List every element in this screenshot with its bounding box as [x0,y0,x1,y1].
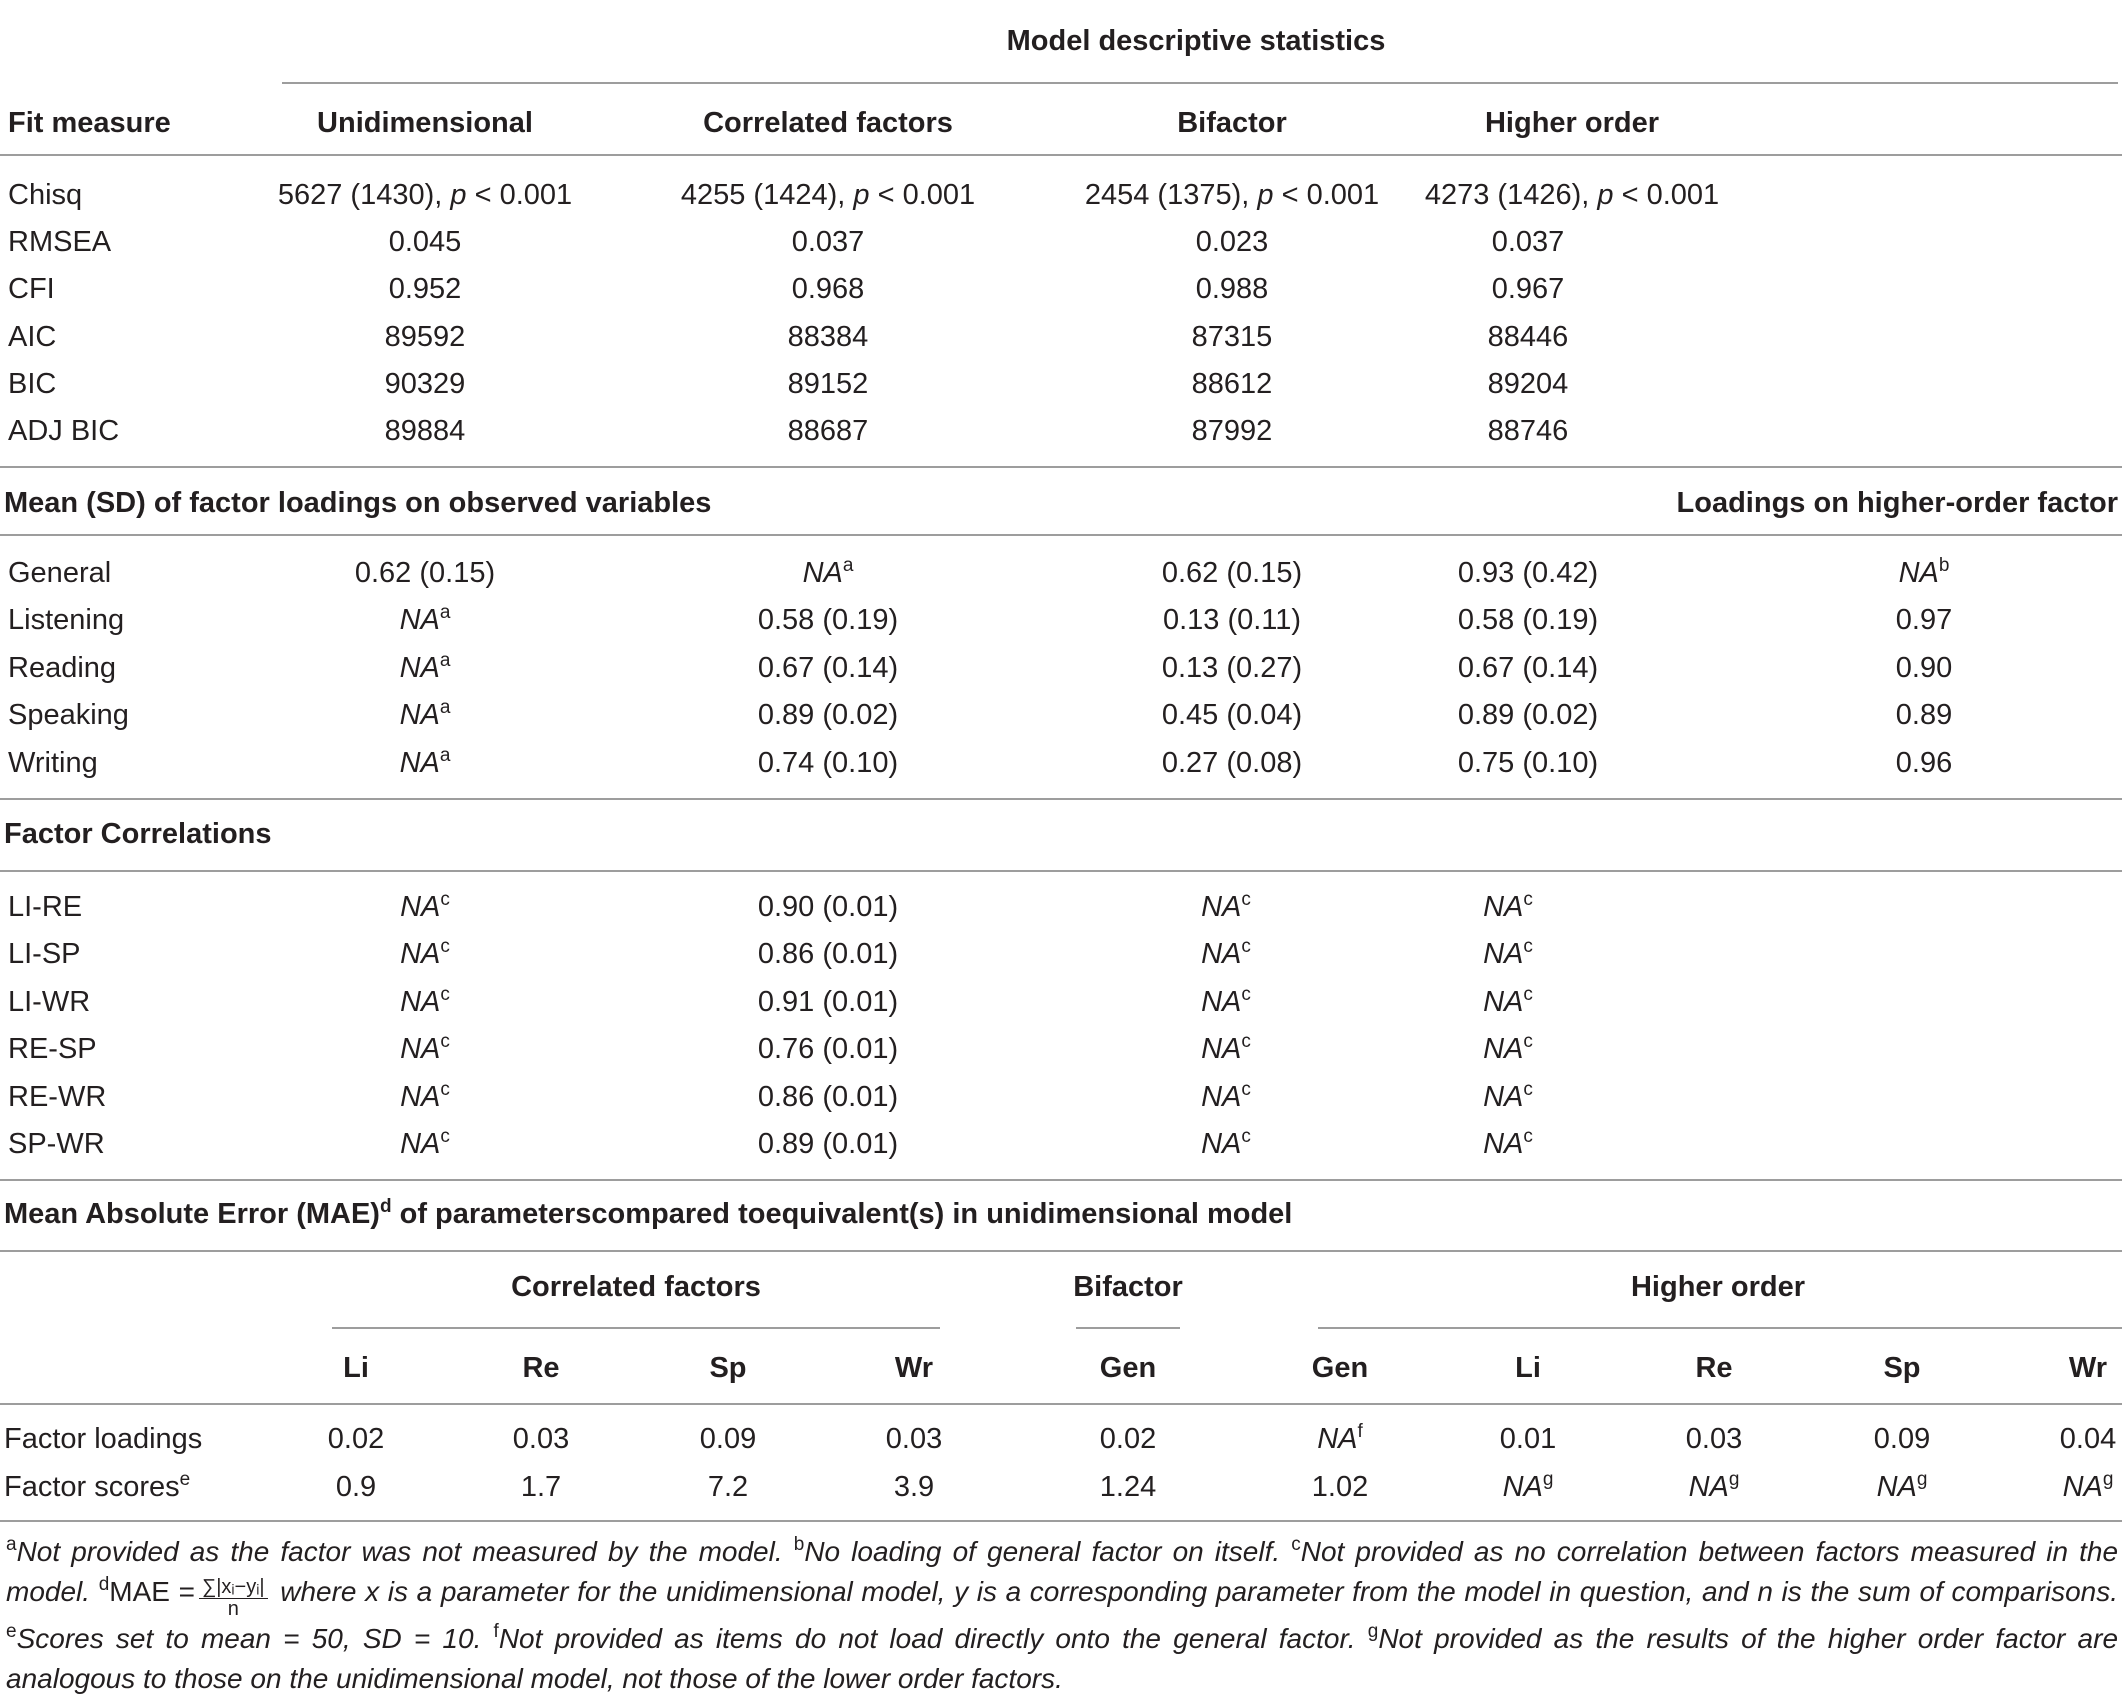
section-rule-6 [0,1250,2122,1252]
fit-cell: 88446 [1487,321,1569,353]
fit-cell: 0.037 [1491,226,1565,258]
correlation-cell: $NA^c$ [1483,1079,1533,1113]
na-value: NA [1483,1128,1524,1160]
fit-cell: 0.037 [791,226,865,258]
section-rule-7 [0,1403,2122,1405]
correlation-cell: $NA^c$ [1483,984,1533,1018]
correlation-cell: $NA^c$ [400,936,450,970]
na-value: NA [1201,938,1242,970]
mae-cell: 0.04 [2059,1423,2117,1455]
loading-cell: $NA^a$ [399,650,451,684]
loading-row-label: Speaking [8,699,129,731]
correlation-cell: $NA^c$ [1201,984,1251,1018]
loading-cell: 0.97 [1895,604,1953,636]
fit-cell: 88384 [787,321,869,353]
loading-cell: 0.90 [1895,652,1953,684]
mae-cell: 0.9 [335,1471,377,1503]
loading-cell: $NA^a$ [399,697,451,731]
mae-group-rule-correlated [332,1327,940,1329]
loading-cell: 0.96 [1895,747,1953,779]
model-header-correlated: Correlated factors [703,107,953,139]
correlation-cell: 0.76 (0.01) [757,1033,899,1065]
loading-cell: 0.93 (0.42) [1457,557,1599,589]
mae-row-label: Factor loadings [4,1423,203,1455]
fit-cell: 87992 [1191,415,1273,447]
mae-cell: 0.09 [699,1423,757,1455]
correlation-cell: $NA^c$ [400,889,450,923]
loading-row-label: Writing [8,747,98,779]
correlation-cell: $NA^c$ [1483,936,1533,970]
correlation-cell: 0.91 (0.01) [757,986,899,1018]
mae-cell: 0.02 [327,1423,385,1455]
loadings-higher-order-title: Loadings on higher-order factor [1676,487,2118,519]
na-value: NA [399,699,440,731]
section-rule-4 [0,870,2122,872]
fit-cell: 89204 [1487,368,1569,400]
section-rule-2 [0,534,2122,536]
model-header-higher-order: Higher order [1484,107,1660,139]
loading-row-label: General [8,557,112,589]
mae-cell: $NA^g$ [2062,1469,2114,1503]
loading-cell: 0.58 (0.19) [1457,604,1599,636]
mae-group-correlated: Correlated factors [511,1271,761,1303]
mae-cell: $NA^g$ [1502,1469,1554,1503]
correlation-cell: $NA^c$ [1201,889,1251,923]
fit-cell: 89884 [384,415,466,447]
fit-cell: 87315 [1191,321,1273,353]
mae-cell: 0.03 [1685,1423,1743,1455]
fit-cell: 0.952 [388,273,462,305]
correlation-row-label: LI-WR [8,986,91,1018]
correlation-cell: $NA^c$ [1201,1126,1251,1160]
loading-cell: 0.89 (0.02) [757,699,899,731]
correlation-cell: $NA^c$ [400,1079,450,1113]
mae-cell: 1.24 [1099,1471,1157,1503]
mae-column-header: Wr [2068,1352,2108,1384]
fit-cell: 88612 [1191,368,1273,400]
correlation-cell: $NA^c$ [1201,936,1251,970]
mae-formula-fraction: $\frac{\text{∑|xᵢ−yᵢ|}}{n}$ [199,1576,268,1619]
mae-cell: 0.01 [1499,1423,1557,1455]
loading-cell: 0.45 (0.04) [1161,699,1303,731]
correlation-cell: $NA^c$ [400,984,450,1018]
na-value: NA [1876,1471,1917,1503]
fit-cell: 4273 (1426), p < 0.001 [1424,179,1720,211]
fit-cell: 89592 [384,321,466,353]
loading-cell: 0.89 (0.02) [1457,699,1599,731]
fit-cell: 89152 [787,368,869,400]
correlation-row-label: LI-SP [8,938,81,970]
correlation-row-label: LI-RE [8,891,83,923]
correlation-cell: 0.86 (0.01) [757,1081,899,1113]
na-value: NA [1201,986,1242,1018]
fit-row-label: Chisq [8,179,83,211]
fit-cell: 88687 [787,415,869,447]
correlation-row-label: RE-WR [8,1081,107,1113]
table-group-title: Model descriptive statistics [1006,25,1386,57]
loading-cell: 0.67 (0.14) [1457,652,1599,684]
mae-column-header: Re [522,1352,560,1384]
correlation-cell: $NA^c$ [1483,889,1533,923]
na-value: NA [1201,891,1242,923]
na-value: NA [399,747,440,779]
na-value: NA [400,1033,441,1065]
fit-cell: 0.023 [1195,226,1269,258]
model-header-unidimensional: Unidimensional [317,107,533,139]
mae-column-header: Gen [1311,1352,1369,1384]
loading-cell: 0.27 (0.08) [1161,747,1303,779]
fit-row-label: ADJ BIC [8,415,120,447]
correlation-cell: $NA^c$ [1483,1031,1533,1065]
loading-cell: 0.75 (0.10) [1457,747,1599,779]
mae-column-header: Sp [1883,1352,1921,1384]
loading-cell: 0.62 (0.15) [1161,557,1303,589]
fit-cell: 0.968 [791,273,865,305]
na-value: NA [1483,938,1524,970]
mae-group-higher-order: Higher order [1630,1271,1806,1303]
header-rule [282,82,2118,84]
na-value: NA [1201,1128,1242,1160]
fit-row-label: RMSEA [8,226,112,258]
na-value: NA [802,557,843,589]
loading-cell: 0.13 (0.11) [1162,604,1302,636]
na-value: NA [1483,1081,1524,1113]
loading-cell: 0.58 (0.19) [757,604,899,636]
loading-cell: $NA^a$ [802,555,854,589]
mae-section-title: Mean Absolute Error (MAE)$^d$ of parameterscompared toequivalent(s) in unidimensional model [4,1196,1293,1230]
na-value: NA [1483,1033,1524,1065]
mae-group-bifactor: Bifactor [1073,1271,1183,1303]
loading-cell: 0.67 (0.14) [757,652,899,684]
na-value: NA [1201,1033,1242,1065]
loading-row-label: Reading [8,652,117,684]
mae-column-header: Gen [1099,1352,1157,1384]
mae-cell: 7.2 [707,1471,749,1503]
loading-cell: 0.74 (0.10) [757,747,899,779]
fit-row-label: BIC [8,368,57,400]
fit-cell: 88746 [1487,415,1569,447]
mae-cell: 0.02 [1099,1423,1157,1455]
table-bottom-rule [0,1520,2122,1522]
na-value: NA [400,938,441,970]
correlation-cell: 0.86 (0.01) [757,938,899,970]
na-value: NA [1201,1081,1242,1113]
mae-column-header: Re [1695,1352,1733,1384]
table-footnote: $^a$Not provided as the factor was not measured by the model. $^b$No loading of general factor on itself. $^c$Not provided as no correlation between factors measured in the model. $^d$MAE = $\frac{\text{∑|xᵢ−yᵢ|}}{n}$ where x is a parameter for the unidimensional model, y is a corresponding parameter from the model in question, and n is the sum of comparisons. $^e$Scores set to mean = 50, SD = 10. $^f$Not provided as items do not load directly onto the general factor. $^g$Not provided as the results of the higher order factor are analogous to those on the unidimensional model, not those of the lower order factors. [6,1534,2119,1694]
na-value: NA [400,986,441,1018]
mae-cell: $NA^f$ [1317,1421,1363,1455]
loadings-section-title: Mean (SD) of factor loadings on observed variables [4,487,712,519]
na-value: NA [1483,986,1524,1018]
mae-column-header: Wr [894,1352,934,1384]
fit-row-label: CFI [8,273,55,305]
correlation-cell: $NA^c$ [400,1126,450,1160]
mae-cell: 1.7 [520,1471,562,1503]
na-value: NA [400,891,441,923]
correlation-cell: $NA^c$ [1201,1079,1251,1113]
na-value: NA [1502,1471,1543,1503]
section-rule-3 [0,798,2122,800]
na-value: NA [1483,891,1524,923]
correlation-cell: $NA^c$ [400,1031,450,1065]
mae-cell: 0.03 [885,1423,943,1455]
mae-cell: 0.09 [1873,1423,1931,1455]
loading-cell: 0.13 (0.27) [1161,652,1303,684]
loading-cell: $NA^a$ [399,745,451,779]
correlation-cell: $NA^c$ [1201,1031,1251,1065]
loading-cell: $NA^b$ [1898,555,1950,589]
correlation-cell: $NA^c$ [1483,1126,1533,1160]
fit-row-label: AIC [8,321,57,353]
mae-cell: $NA^g$ [1688,1469,1740,1503]
na-value: NA [400,1128,441,1160]
section-rule-1 [0,466,2122,468]
loading-cell: $NA^a$ [399,602,451,636]
fit-cell: 5627 (1430), p < 0.001 [277,179,573,211]
fit-cell: 0.988 [1195,273,1269,305]
loading-cell: 0.89 [1895,699,1953,731]
correlation-cell: 0.89 (0.01) [757,1128,899,1160]
na-value: NA [400,1081,441,1113]
correlation-row-label: SP-WR [8,1128,105,1160]
mae-cell: 0.03 [512,1423,570,1455]
mae-cell: $NA^g$ [1876,1469,1928,1503]
mae-group-rule-higher-order [1318,1327,2122,1329]
model-header-bifactor: Bifactor [1177,107,1287,139]
na-value: NA [1898,557,1939,589]
mae-cell: 3.9 [893,1471,935,1503]
mae-cell: 1.02 [1311,1471,1369,1503]
loading-cell: 0.62 (0.15) [354,557,496,589]
na-value: NA [2062,1471,2103,1503]
na-value: NA [1688,1471,1729,1503]
fit-cell: 2454 (1375), p < 0.001 [1084,179,1380,211]
mae-column-header: Li [343,1352,369,1384]
mae-row-label: Factor scores$^e$ [4,1469,191,1503]
correlation-cell: 0.90 (0.01) [757,891,899,923]
correlation-row-label: RE-SP [8,1033,97,1065]
section-rule-5 [0,1179,2122,1181]
header-bottom-rule [0,154,2122,156]
correlations-section-title: Factor Correlations [4,818,272,850]
fit-cell: 90329 [384,368,466,400]
mae-group-rule-bifactor [1076,1327,1180,1329]
mae-column-header: Li [1515,1352,1541,1384]
mae-column-header: Sp [709,1352,747,1384]
loading-row-label: Listening [8,604,125,636]
na-value: NA [399,604,440,636]
fit-measure-header: Fit measure [8,107,171,139]
fit-cell: 0.045 [388,226,462,258]
fit-cell: 0.967 [1491,273,1565,305]
fit-cell: 4255 (1424), p < 0.001 [680,179,976,211]
na-value: NA [1317,1423,1358,1455]
na-value: NA [399,652,440,684]
